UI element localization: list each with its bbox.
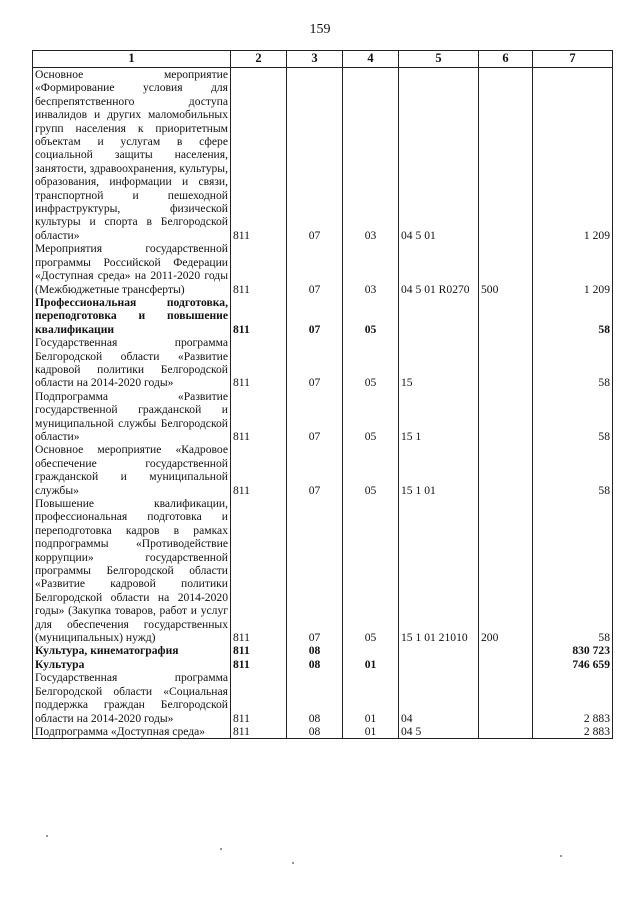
row-section-cell: 07 <box>287 296 343 336</box>
row-amount-cell: 58 <box>533 296 613 336</box>
row-expense-type-cell <box>479 671 533 725</box>
row-admin-code-cell: 811 <box>231 644 287 657</box>
row-admin-code-cell: 811 <box>231 336 287 390</box>
row-amount-cell: 1 209 <box>533 68 613 243</box>
row-amount-cell: 2 883 <box>533 725 613 739</box>
scan-speck <box>46 835 48 837</box>
row-target-article-cell: 15 1 01 21010 <box>399 497 479 644</box>
row-subsection-cell: 05 <box>343 443 399 497</box>
row-name-cell: Культура, кинематография <box>33 644 231 657</box>
row-subsection-cell: 03 <box>343 242 399 296</box>
row-admin-code-cell: 811 <box>231 296 287 336</box>
row-amount-cell: 2 883 <box>533 671 613 725</box>
row-name-cell: Основное мероприятие «Формирование условия для беспрепятственного доступа инвалидов и других маломобильных групп населения к приоритетным объектам и услугам в сфере социальной защиты населения, занятости, здравоохранения, культуры, образования, информации и связи, транспортной и пешеходной инфраструктуры, физической культуры и спорта в Белгородской области» <box>33 68 231 243</box>
row-section-cell: 07 <box>287 336 343 390</box>
scan-speck <box>220 848 222 850</box>
row-amount-cell: 58 <box>533 336 613 390</box>
row-amount-cell: 1 209 <box>533 242 613 296</box>
header-col-3: 3 <box>287 51 343 68</box>
row-section-cell: 07 <box>287 443 343 497</box>
row-expense-type-cell <box>479 390 533 444</box>
table-row <box>33 336 613 390</box>
row-expense-type-cell: 200 <box>479 497 533 644</box>
header-col-7: 7 <box>533 51 613 68</box>
row-target-article-cell: 04 <box>399 671 479 725</box>
row-subsection-cell <box>343 644 399 657</box>
row-expense-type-cell <box>479 336 533 390</box>
row-expense-type-cell: 500 <box>479 242 533 296</box>
header-col-1: 1 <box>33 51 231 68</box>
row-amount-cell: 746 659 <box>533 658 613 671</box>
row-target-article-cell: 04 5 01 <box>399 68 479 243</box>
row-admin-code-cell: 811 <box>231 725 287 739</box>
row-admin-code-cell: 811 <box>231 242 287 296</box>
row-expense-type-cell <box>479 296 533 336</box>
row-expense-type-cell <box>479 725 533 739</box>
row-admin-code-cell: 811 <box>231 658 287 671</box>
row-admin-code-cell: 811 <box>231 390 287 444</box>
row-name-cell: Культура <box>33 658 231 671</box>
row-subsection-cell: 05 <box>343 390 399 444</box>
row-target-article-cell <box>399 296 479 336</box>
table-row <box>33 725 613 739</box>
row-section-cell: 07 <box>287 497 343 644</box>
row-section-cell: 08 <box>287 671 343 725</box>
table-row <box>33 671 613 725</box>
row-target-article-cell <box>399 658 479 671</box>
row-section-cell: 08 <box>287 725 343 739</box>
row-name-cell: Государственная программа Белгородской области «Социальная поддержка граждан Белгородской области на 2014-2020 годы» <box>33 671 231 725</box>
table-row <box>33 390 613 444</box>
row-subsection-cell: 05 <box>343 296 399 336</box>
row-admin-code-cell: 811 <box>231 671 287 725</box>
row-name-cell: Подпрограмма «Доступная среда» <box>33 725 231 739</box>
table-row <box>33 68 613 243</box>
budget-table <box>32 50 613 739</box>
table-header-row <box>33 51 613 68</box>
row-target-article-cell: 15 1 <box>399 390 479 444</box>
row-section-cell: 07 <box>287 242 343 296</box>
row-subsection-cell: 01 <box>343 671 399 725</box>
row-subsection-cell: 03 <box>343 68 399 243</box>
row-name-cell: Профессиональная подготовка, переподготовка и повышение квалификации <box>33 296 231 336</box>
header-col-2: 2 <box>231 51 287 68</box>
row-amount-cell: 830 723 <box>533 644 613 657</box>
row-admin-code-cell: 811 <box>231 68 287 243</box>
row-name-cell: Основное мероприятие «Кадровое обеспечение государственной гражданской и муниципальной службы» <box>33 443 231 497</box>
row-target-article-cell: 04 5 01 R0270 <box>399 242 479 296</box>
row-expense-type-cell <box>479 658 533 671</box>
row-section-cell: 08 <box>287 644 343 657</box>
table-row <box>33 443 613 497</box>
row-section-cell: 07 <box>287 68 343 243</box>
row-amount-cell: 58 <box>533 390 613 444</box>
row-admin-code-cell: 811 <box>231 443 287 497</box>
header-col-4: 4 <box>343 51 399 68</box>
row-name-cell: Подпрограмма «Развитие государственной гражданской и муниципальной службы Белгородской области» <box>33 390 231 444</box>
row-amount-cell: 58 <box>533 443 613 497</box>
row-subsection-cell: 01 <box>343 725 399 739</box>
row-subsection-cell: 01 <box>343 658 399 671</box>
row-subsection-cell: 05 <box>343 336 399 390</box>
row-expense-type-cell <box>479 644 533 657</box>
header-col-5: 5 <box>399 51 479 68</box>
scan-speck <box>560 855 562 857</box>
row-name-cell: Повышение квалификации, профессиональная подготовка и переподготовка кадров в рамках подпрограммы «Противодействие коррупции» государственной программы Белгородской области «Развитие кадровой политики Белгородской области на 2014-2020 годы» (Закупка товаров, работ и услуг для обеспечения государственных (муниципальных) нужд) <box>33 497 231 644</box>
row-target-article-cell: 15 <box>399 336 479 390</box>
row-subsection-cell: 05 <box>343 497 399 644</box>
row-expense-type-cell <box>479 68 533 243</box>
row-section-cell: 07 <box>287 390 343 444</box>
row-amount-cell: 58 <box>533 497 613 644</box>
row-name-cell: Государственная программа Белгородской области «Развитие кадровой политики Белгородской области на 2014-2020 годы» <box>33 336 231 390</box>
row-expense-type-cell <box>479 443 533 497</box>
row-target-article-cell: 15 1 01 <box>399 443 479 497</box>
table-row <box>33 242 613 296</box>
row-target-article-cell <box>399 644 479 657</box>
row-name-cell: Мероприятия государственной программы Российской Федерации «Доступная среда» на 2011-2020 годы (Межбюджетные трансферты) <box>33 242 231 296</box>
header-col-6: 6 <box>479 51 533 68</box>
page-number: 159 <box>309 22 331 37</box>
row-target-article-cell: 04 5 <box>399 725 479 739</box>
table-row <box>33 644 613 657</box>
row-admin-code-cell: 811 <box>231 497 287 644</box>
table-row <box>33 296 613 336</box>
table-row <box>33 497 613 644</box>
row-section-cell: 08 <box>287 658 343 671</box>
table-row <box>33 658 613 671</box>
scan-speck <box>292 862 294 864</box>
